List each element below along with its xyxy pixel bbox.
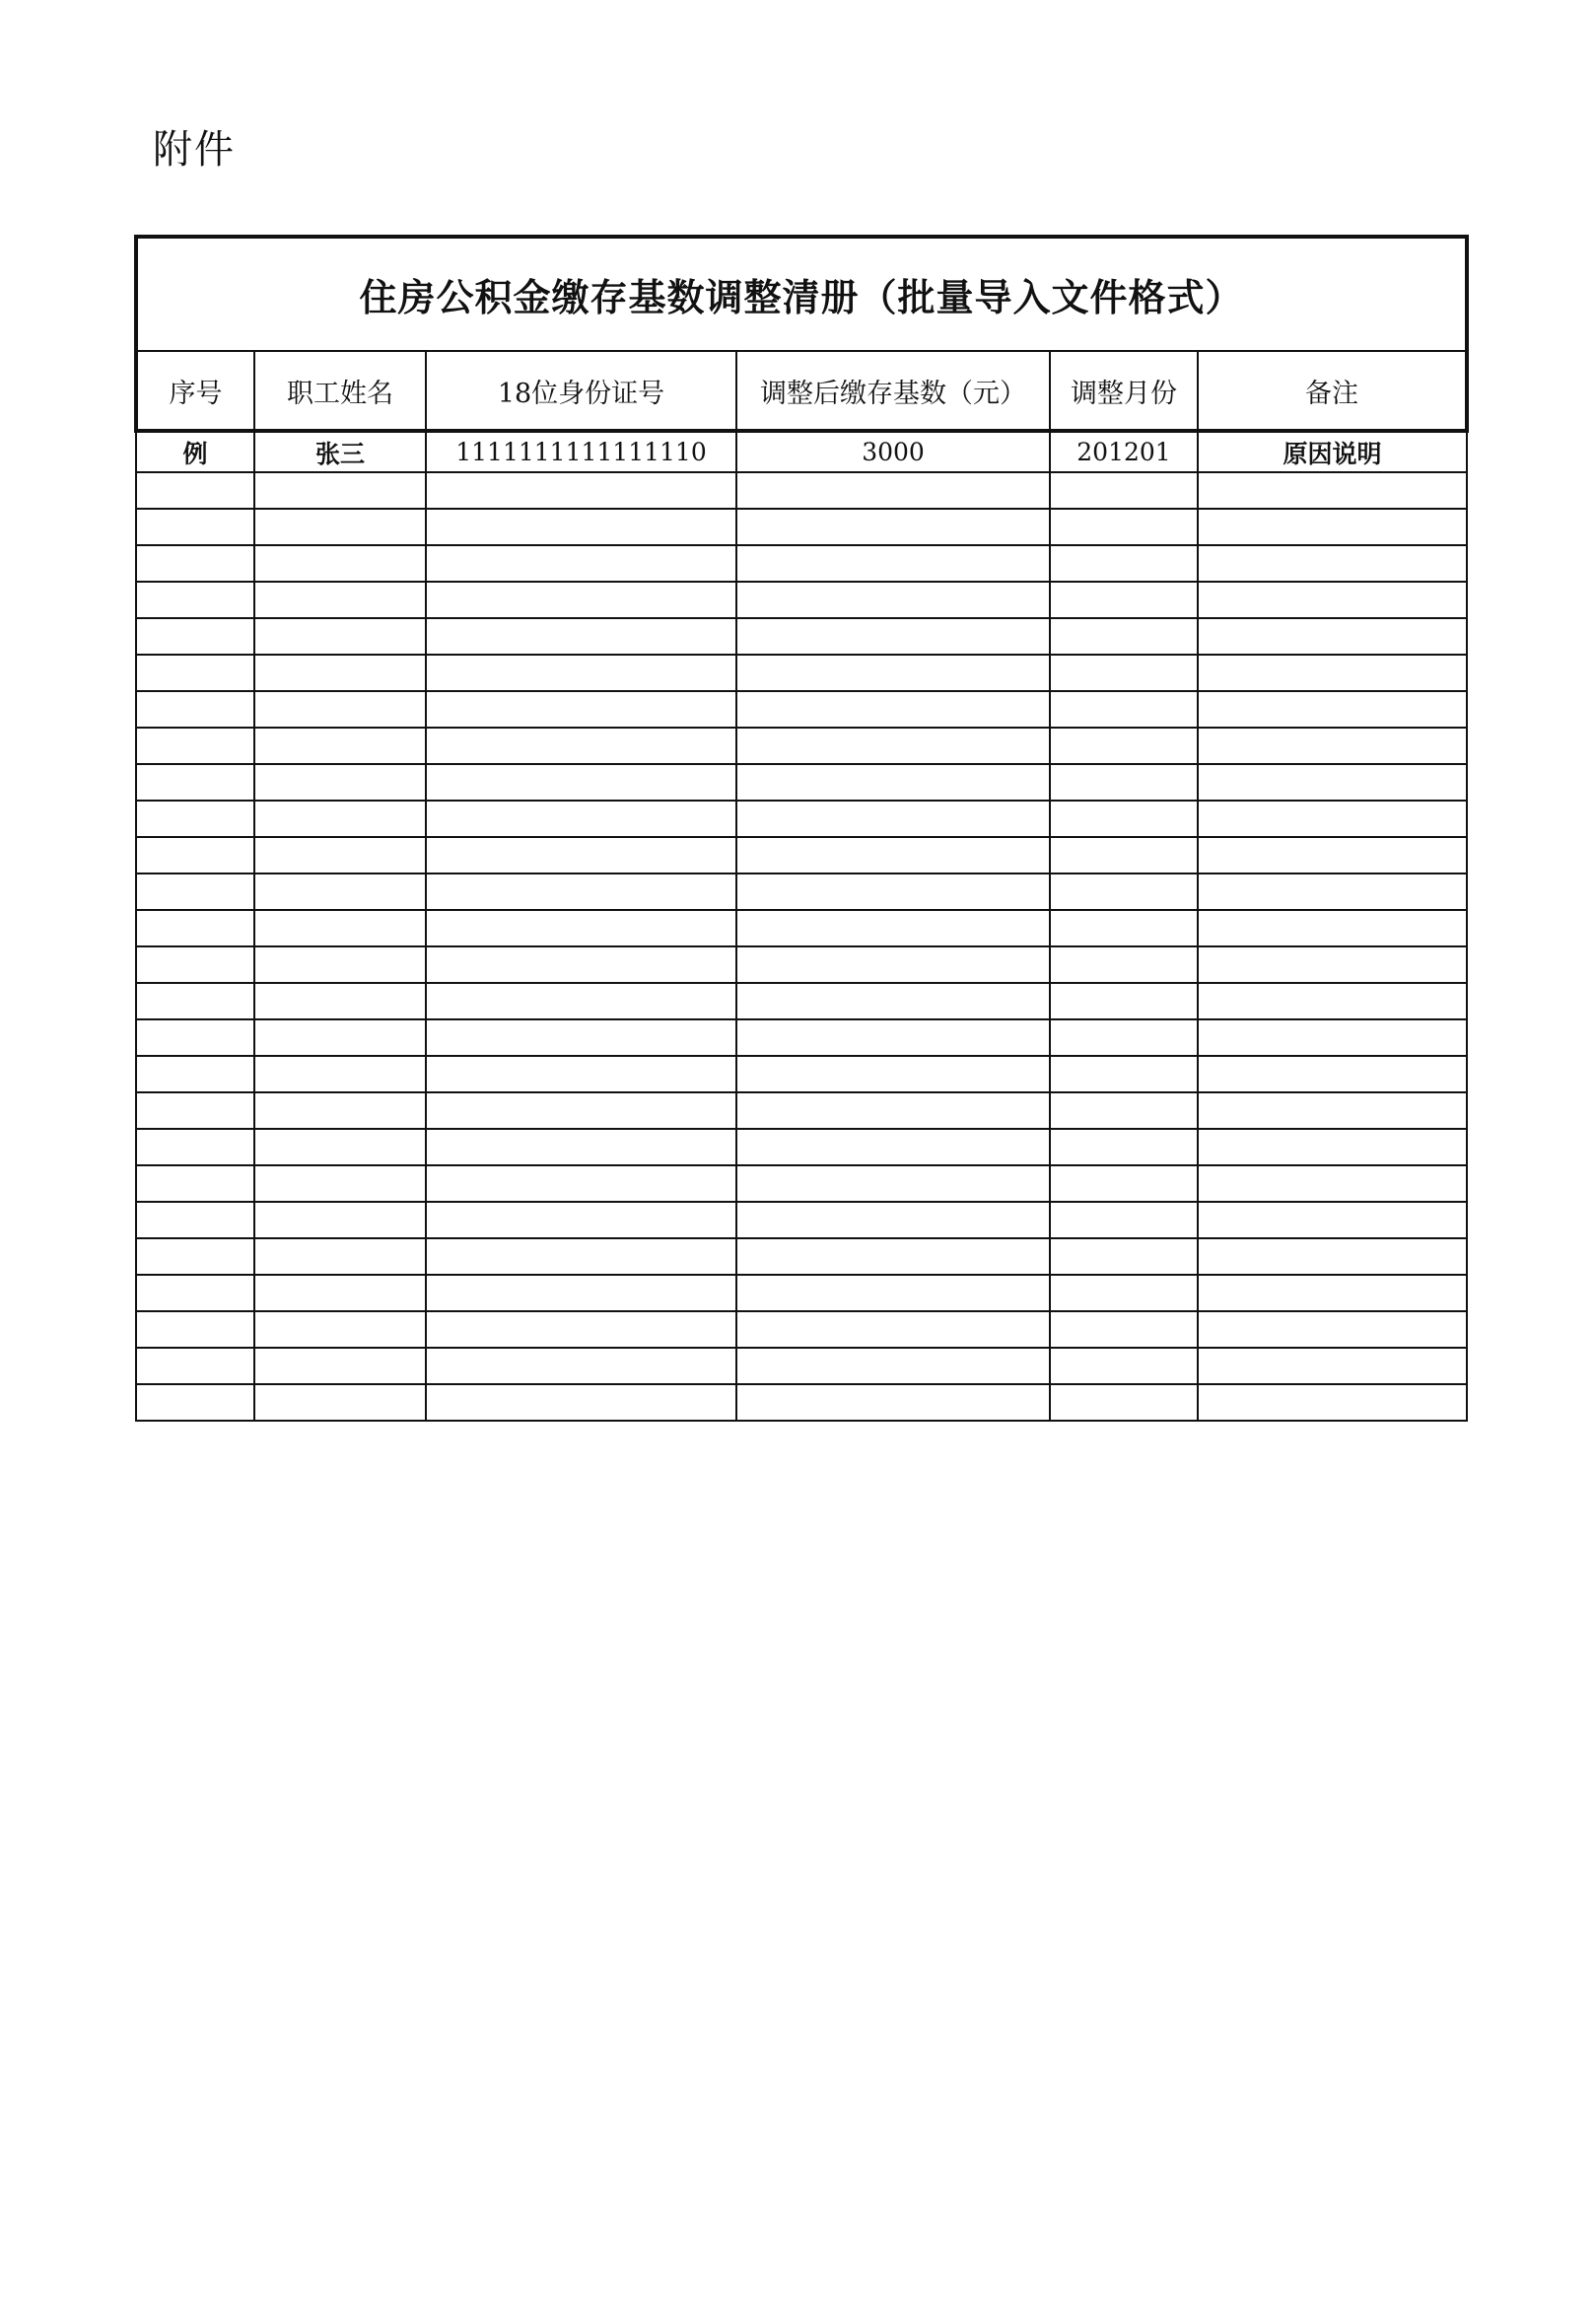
table-row [136,764,1467,801]
table-cell [736,1348,1050,1384]
table-title: 住房公积金缴存基数调整清册（批量导入文件格式） [136,237,1467,351]
table-cell [736,946,1050,983]
table-cell [736,655,1050,691]
table-cell [1198,691,1467,728]
table-cell [1050,1165,1198,1202]
table-cell [736,910,1050,946]
example-name: 张三 [254,431,426,472]
table-cell [1050,1129,1198,1165]
table-cell [426,618,736,655]
example-remarks: 原因说明 [1198,431,1467,472]
table-cell [1198,582,1467,618]
column-header-id-number: 18位身份证号 [426,351,736,431]
table-row [136,509,1467,545]
table-cell [254,837,426,873]
table-cell [1050,1348,1198,1384]
table-cell [1050,691,1198,728]
table-cell [136,983,254,1019]
table-row [136,472,1467,509]
table-cell [736,582,1050,618]
table-cell [254,655,426,691]
table-cell [1198,1129,1467,1165]
table-row [136,1019,1467,1056]
table-cell [736,691,1050,728]
table-row [136,983,1467,1019]
example-adjust-month: 201201 [1050,431,1198,472]
table-cell [1050,801,1198,837]
table-cell [426,655,736,691]
table-cell [254,801,426,837]
column-header-name: 职工姓名 [254,351,426,431]
table-cell [1198,472,1467,509]
table-cell [254,1202,426,1238]
table-cell [1050,545,1198,582]
table-cell [136,1056,254,1092]
example-adjusted-base: 3000 [736,431,1050,472]
table-cell [136,1165,254,1202]
table-cell [736,1384,1050,1421]
table-cell [736,509,1050,545]
table-cell [1198,837,1467,873]
example-seq: 例 [136,431,254,472]
adjustment-register-table [134,235,1469,1422]
table-row [136,1129,1467,1165]
attachment-label: 附件 [153,127,236,173]
table-cell [736,801,1050,837]
table-row [136,873,1467,910]
table-cell [1050,1275,1198,1311]
table-row [136,728,1467,764]
table-cell [736,1056,1050,1092]
table-cell [254,1238,426,1275]
table-cell [426,1311,736,1348]
table-cell [1198,801,1467,837]
table-cell [426,910,736,946]
table-cell [1050,910,1198,946]
table-row [136,655,1467,691]
table-cell [1198,1092,1467,1129]
table-row [136,1056,1467,1092]
table-cell [136,655,254,691]
table-cell [1198,618,1467,655]
table-cell [254,1129,426,1165]
table-cell [1050,873,1198,910]
table-cell [254,764,426,801]
table-cell [254,582,426,618]
table-cell [254,618,426,655]
table-row [136,1238,1467,1275]
table-cell [254,472,426,509]
table-cell [136,837,254,873]
table-cell [1050,472,1198,509]
table-cell [426,1019,736,1056]
table-cell [254,728,426,764]
table-cell [426,801,736,837]
table-cell [426,1092,736,1129]
table-row [136,946,1467,983]
table-cell [1050,728,1198,764]
table-cell [1198,1384,1467,1421]
table-cell [1050,509,1198,545]
table-cell [1050,655,1198,691]
table-row [136,618,1467,655]
table-cell [736,1275,1050,1311]
table-cell [1050,837,1198,873]
table-cell [254,946,426,983]
table-cell [736,764,1050,801]
table-header-row [136,351,1467,431]
table-cell [426,764,736,801]
table-cell [254,1056,426,1092]
table-cell [1198,1275,1467,1311]
table-cell [136,691,254,728]
table-cell [136,618,254,655]
table-cell [1198,1311,1467,1348]
table-cell [136,582,254,618]
table-row [136,801,1467,837]
table-cell [254,910,426,946]
table-cell [1198,764,1467,801]
table-cell [426,1056,736,1092]
table-cell [1050,1092,1198,1129]
table-cell [1050,1311,1198,1348]
table-cell [1198,1202,1467,1238]
column-header-seq: 序号 [136,351,254,431]
table-cell [136,1129,254,1165]
table-cell [136,1348,254,1384]
table-cell [736,1165,1050,1202]
table-cell [136,728,254,764]
table-cell [736,1129,1050,1165]
table-cell [1050,1056,1198,1092]
table-cell [254,1311,426,1348]
table-cell [136,1384,254,1421]
table-cell [1198,1056,1467,1092]
table-cell [254,1384,426,1421]
table-cell [136,1019,254,1056]
table-cell [426,691,736,728]
table-cell [736,1238,1050,1275]
table-cell [426,1384,736,1421]
table-cell [426,1238,736,1275]
table-cell [426,1165,736,1202]
table-cell [426,582,736,618]
table-cell [736,545,1050,582]
table-cell [254,691,426,728]
table-cell [736,983,1050,1019]
table-cell [1050,764,1198,801]
table-cell [426,983,736,1019]
table-cell [136,509,254,545]
table-cell [1050,946,1198,983]
table-cell [736,837,1050,873]
table-cell [736,1092,1050,1129]
table-cell [1198,1238,1467,1275]
table-cell [1198,728,1467,764]
table-cell [1198,1019,1467,1056]
table-cell [136,472,254,509]
table-cell [736,472,1050,509]
table-cell [254,983,426,1019]
table-cell [136,946,254,983]
table-cell [254,873,426,910]
table-cell [426,728,736,764]
table-row [136,1348,1467,1384]
table-cell [136,1238,254,1275]
table-cell [1198,873,1467,910]
table-cell [426,837,736,873]
table-cell [736,618,1050,655]
table-row [136,1275,1467,1311]
table-cell [1198,545,1467,582]
table-cell [736,1202,1050,1238]
table-cell [1198,1165,1467,1202]
table-cell [1198,946,1467,983]
table-cell [136,1092,254,1129]
table-cell [136,873,254,910]
table-cell [1198,1348,1467,1384]
table-cell [254,1165,426,1202]
table-cell [426,1202,736,1238]
table-cell [136,801,254,837]
table-row [136,545,1467,582]
table-cell [1198,509,1467,545]
table-cell [254,1092,426,1129]
table-cell [254,545,426,582]
column-header-remarks: 备注 [1198,351,1467,431]
table-cell [426,472,736,509]
table-cell [136,1311,254,1348]
table-cell [1198,655,1467,691]
table-cell [1198,910,1467,946]
table-row [136,582,1467,618]
table-cell [736,728,1050,764]
table-cell [254,1275,426,1311]
table-cell [1050,1238,1198,1275]
table-cell [426,509,736,545]
table-cell [136,1275,254,1311]
table-row [136,910,1467,946]
table-cell [1050,1202,1198,1238]
table-cell [426,1275,736,1311]
table-cell [736,1311,1050,1348]
table-cell [136,1202,254,1238]
table-cell [136,764,254,801]
table-cell [1198,983,1467,1019]
example-id-number: 1111111111111110 [426,431,736,472]
table-cell [426,873,736,910]
table-cell [426,1129,736,1165]
table-cell [426,1348,736,1384]
table-cell [136,545,254,582]
table-row [136,1202,1467,1238]
table-cell [1050,1019,1198,1056]
table-cell [426,545,736,582]
table-row [136,1165,1467,1202]
table-cell [1050,582,1198,618]
table-cell [736,873,1050,910]
table-cell [1050,1384,1198,1421]
table-cell [426,946,736,983]
table-cell [254,1348,426,1384]
column-header-adjusted-base: 调整后缴存基数（元） [736,351,1050,431]
table-row [136,837,1467,873]
table-cell [254,1019,426,1056]
table-row [136,1092,1467,1129]
column-header-adjust-month: 调整月份 [1050,351,1198,431]
table-cell [1050,983,1198,1019]
table-cell [1050,618,1198,655]
table-cell [136,910,254,946]
example-row [136,431,1467,472]
table-row [136,691,1467,728]
table-cell [254,509,426,545]
table-cell [736,1019,1050,1056]
table-row [136,1311,1467,1348]
table-row [136,1384,1467,1421]
